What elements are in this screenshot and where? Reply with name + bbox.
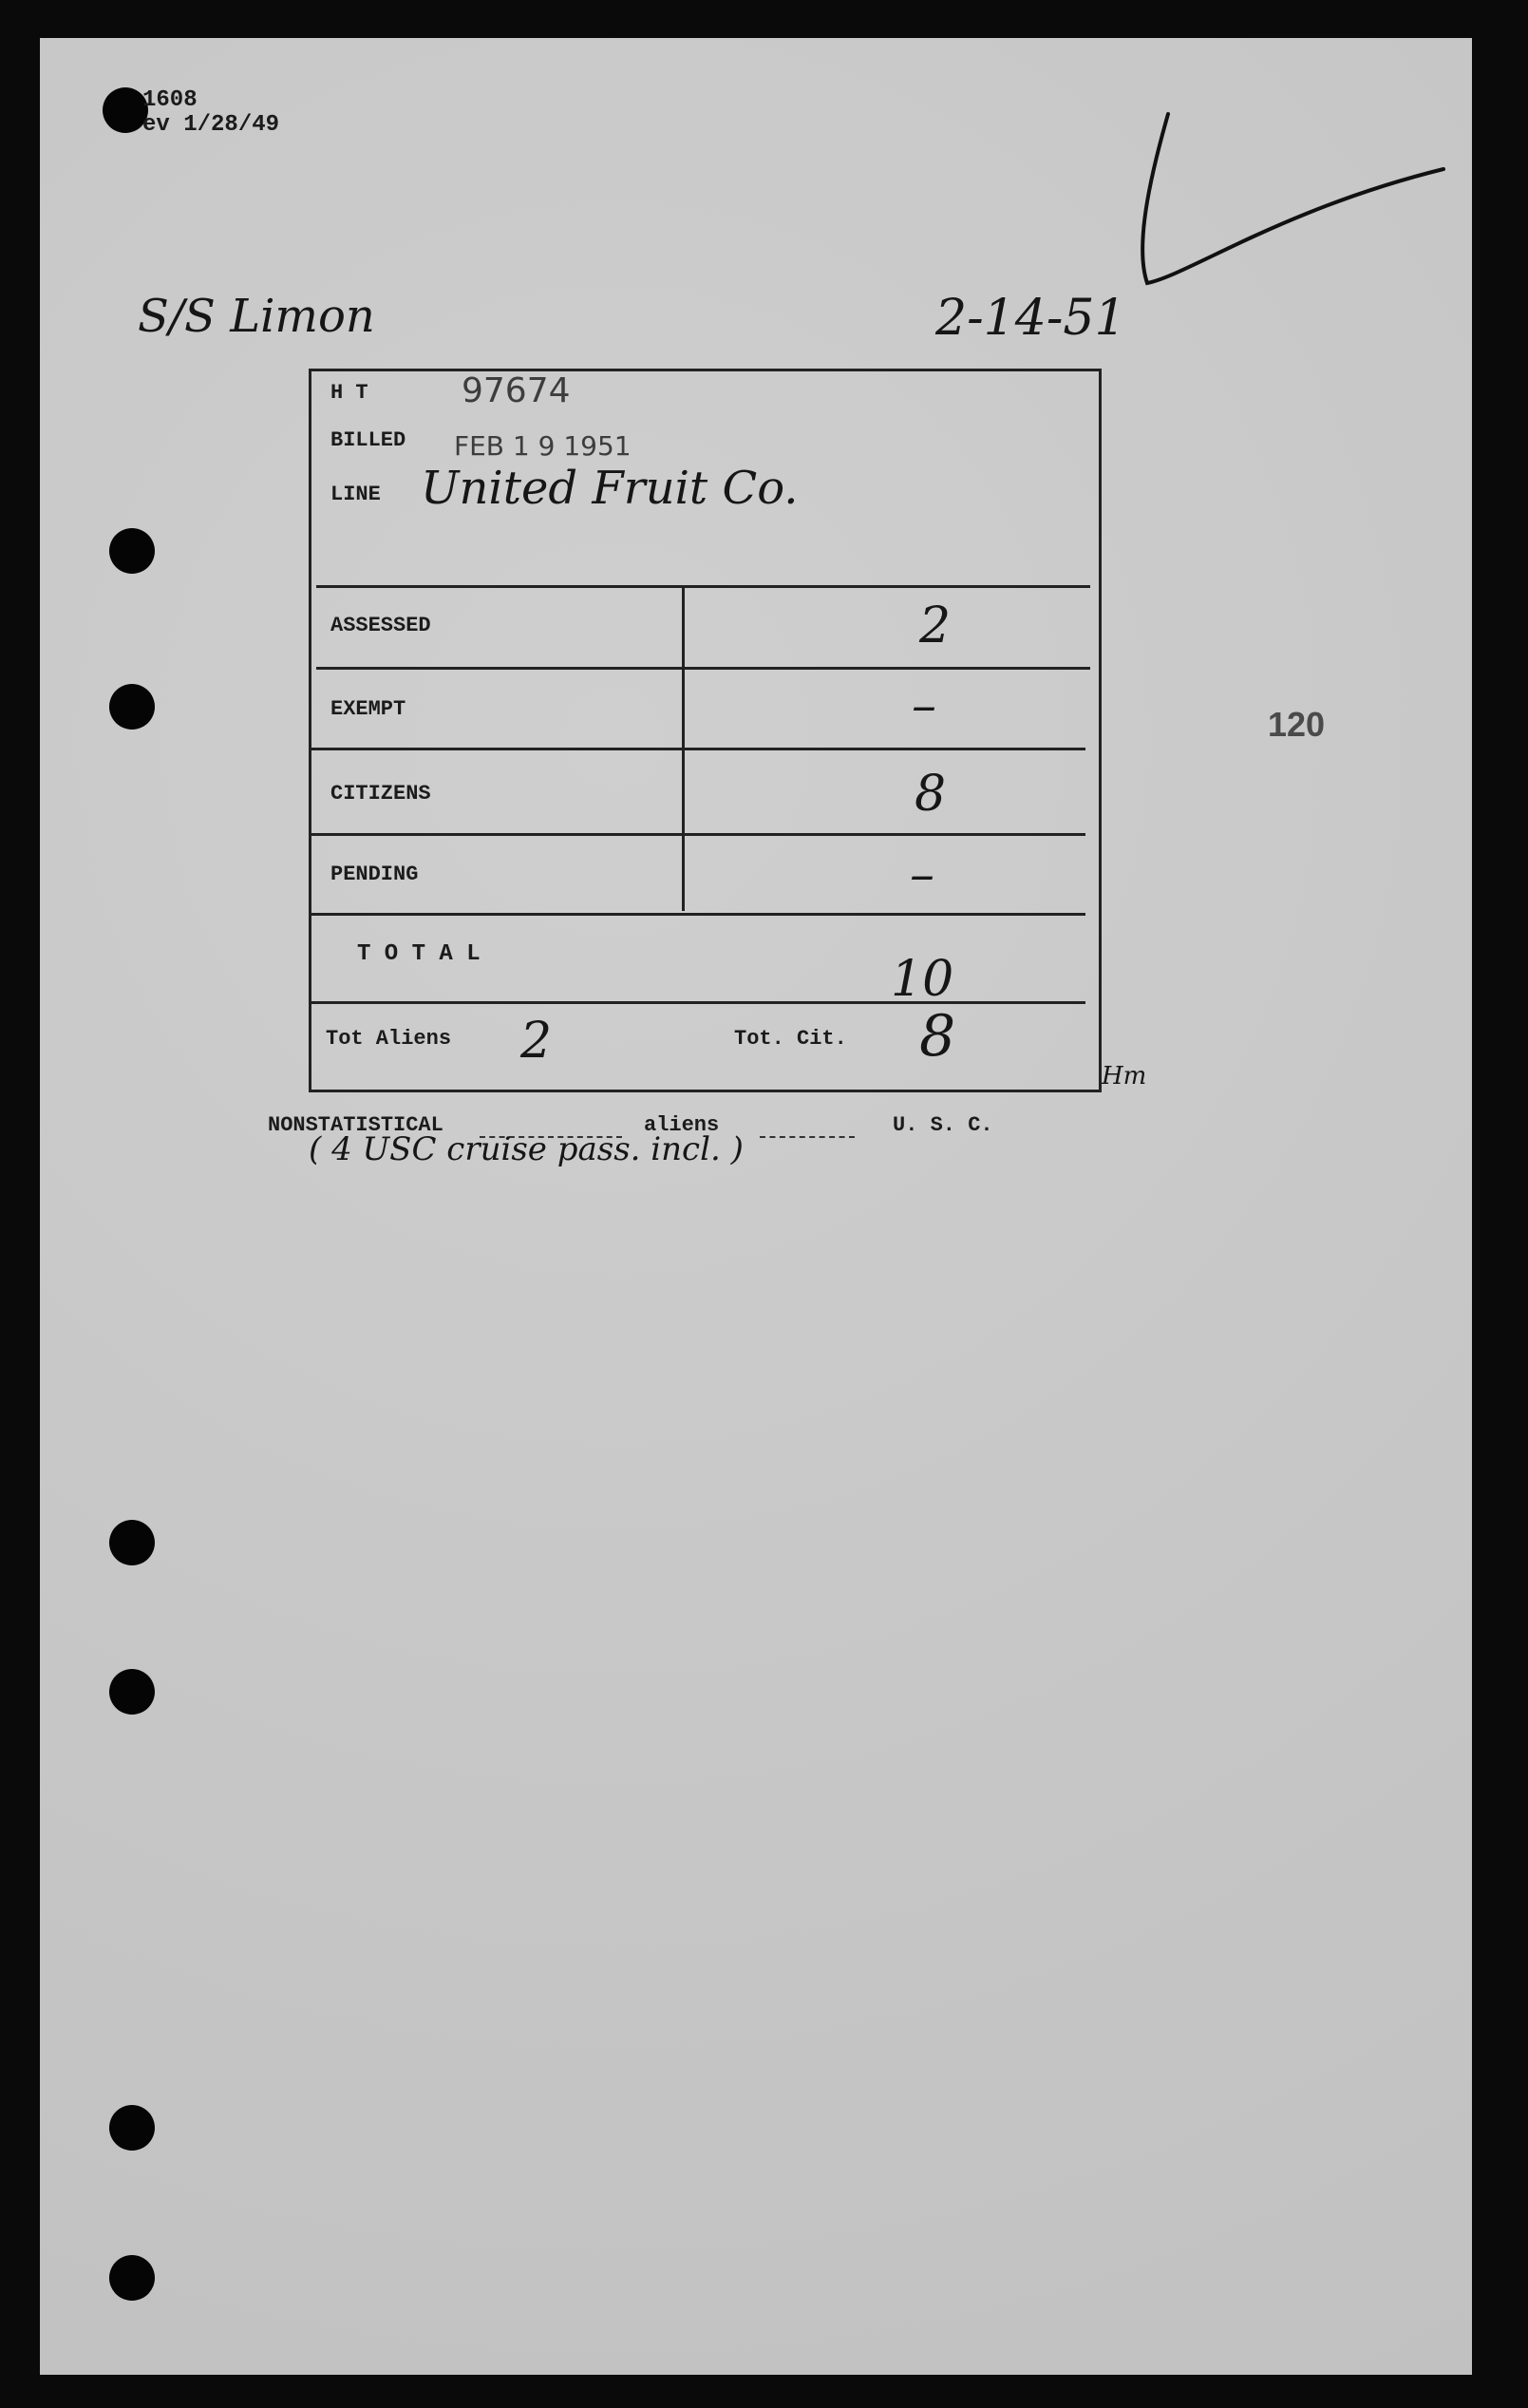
form-revision: ev 1/28/49 [142, 112, 280, 138]
total-label: T O T A L [357, 941, 481, 967]
punch-hole [109, 2105, 155, 2151]
assessed-label: ASSESSED [330, 614, 431, 637]
punch-hole [109, 528, 155, 574]
pending-label: PENDING [330, 863, 419, 886]
pending-value: – [910, 846, 934, 903]
assessed-value: 2 [919, 597, 952, 654]
aliens-label: aliens [644, 1113, 720, 1137]
ht-label: H T [330, 381, 368, 405]
billed-date: FEB 1 9 1951 [454, 430, 632, 462]
punch-hole [109, 1669, 155, 1715]
nonstatistical-note: ( 4 USC cruise pass. incl. ) [309, 1130, 744, 1168]
punch-hole [109, 684, 155, 730]
tot-cit-value: 8 [919, 1003, 956, 1070]
citizens-value: 8 [915, 766, 947, 823]
tot-aliens-label: Tot Aliens [326, 1027, 452, 1051]
nonstatistical-label: NONSTATISTICAL [268, 1113, 443, 1137]
punch-hole [109, 1520, 155, 1565]
tot-aliens-value: 2 [520, 1013, 553, 1070]
line-value: United Fruit Co. [421, 462, 799, 515]
check-mark-icon [1130, 104, 1453, 294]
total-value: 10 [891, 951, 954, 1008]
exempt-label: EXEMPT [330, 697, 406, 721]
citizens-label: CITIZENS [330, 782, 431, 806]
form-number: 1608 [142, 87, 198, 113]
entry-date: 2-14-51 [935, 290, 1126, 347]
tot-cit-label: Tot. Cit. [734, 1027, 847, 1051]
clerk-initials: Hm [1102, 1062, 1147, 1090]
billed-label: BILLED [330, 428, 406, 452]
punch-hole [109, 2255, 155, 2301]
vessel-name: S/S Limon [138, 290, 375, 343]
page-number: 120 [1268, 705, 1326, 744]
ht-number: 97674 [462, 371, 571, 410]
punch-hole [103, 87, 148, 133]
manifest-form-box [309, 369, 1102, 1092]
exempt-value: – [912, 677, 936, 734]
usc-label: U. S. C. [893, 1113, 993, 1137]
line-label: LINE [330, 483, 381, 506]
